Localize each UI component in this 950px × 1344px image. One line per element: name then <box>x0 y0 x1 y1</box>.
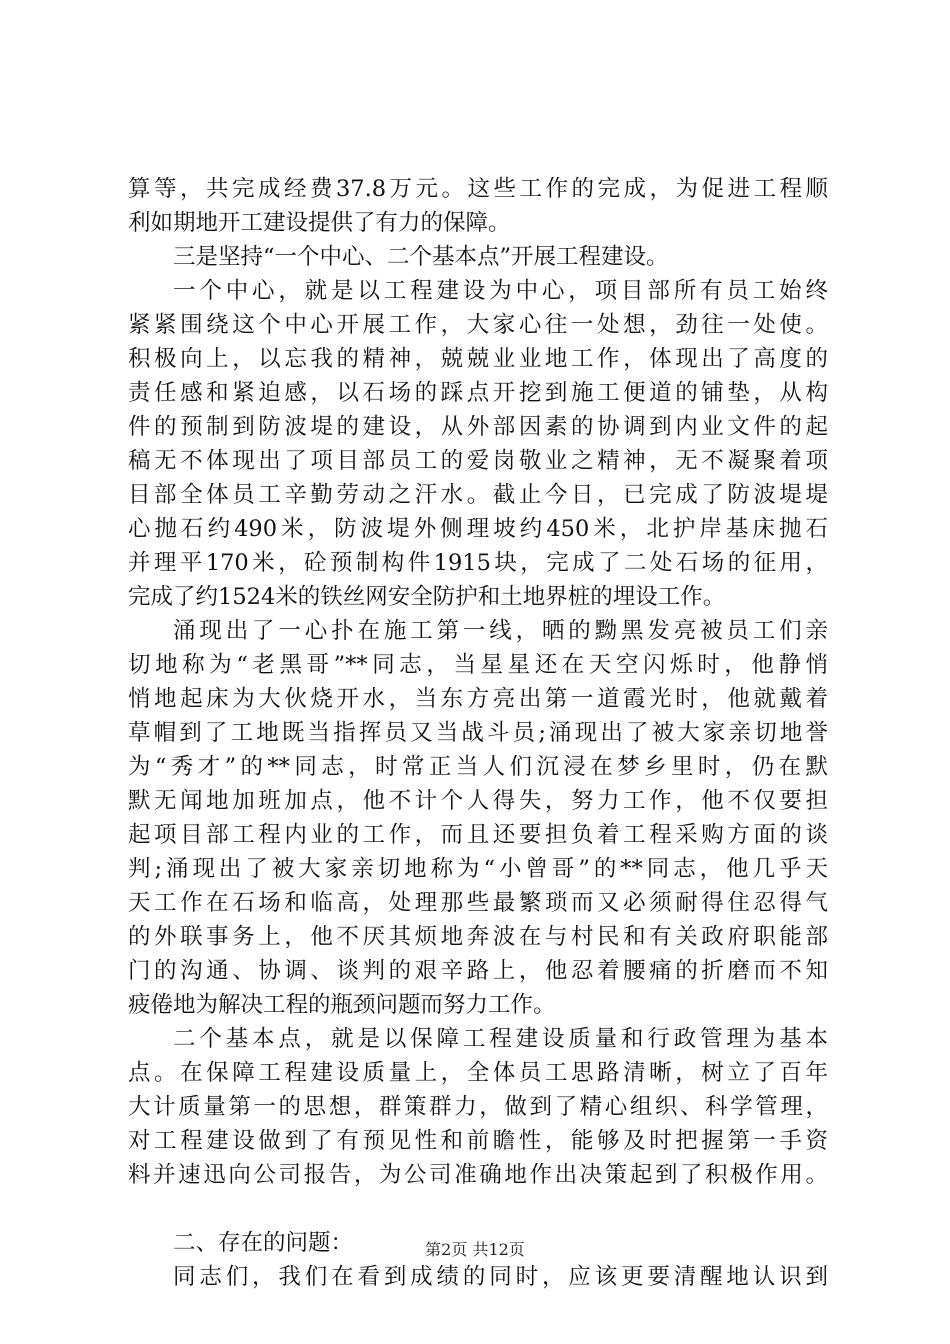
text-line: 起项目部工程内业的工作，而且还要担负着工程采购方面的谈 <box>128 822 828 848</box>
text-line: 对工程建设做到了有预见性和前瞻性，能够及时把握第一手资 <box>128 1128 828 1154</box>
text-line: 料并速迅向公司报告，为公司准确地作出决策起到了积极作用。 <box>128 1162 828 1188</box>
text-line: 切地称为“老黑哥”**同志，当星星还在天空闪烁时，他静悄 <box>128 652 828 678</box>
text-line: 算等，共完成经费37.8万元。这些工作的完成，为促进工程顺 <box>128 176 828 202</box>
text-line: 判;涌现出了被大家亲切地称为“小曾哥”的**同志，他几乎天 <box>128 856 828 882</box>
text-line: 三是坚持“一个中心、二个基本点”开展工程建设。 <box>173 244 669 270</box>
page-footer: 第2页 共12页 <box>425 1240 525 1259</box>
text-line: 紧紧围绕这个中心开展工作，大家心往一处想，劲往一处使。 <box>128 312 828 338</box>
text-line: 天工作在石场和临高，处理那些最繁琐而又必须耐得住忍得气 <box>128 890 828 916</box>
text-line: 目部全体员工辛勤劳动之汗水。截止今日，已完成了防波堤堤 <box>128 482 828 508</box>
text-line: 同志们，我们在看到成绩的同时，应该更要清醒地认识到 <box>173 1264 828 1290</box>
text-line: 并理平170米，砼预制构件1915块，完成了二处石场的征用， <box>128 550 828 576</box>
text-line: 疲倦地为解决工程的瓶颈问题而努力工作。 <box>128 992 556 1018</box>
document-body <box>128 172 828 1294</box>
text-line: 的外联事务上，他不厌其烦地奔波在与村民和有关政府职能部 <box>128 924 828 950</box>
text-line: 门的沟通、协调、谈判的艰辛路上，他忍着腰痛的折磨而不知 <box>128 958 828 984</box>
text-line: 草帽到了工地既当指挥员又当战斗员;涌现出了被大家亲切地誉 <box>128 720 828 746</box>
text-line: 点。在保障工程建设质量上，全体员工思路清晰，树立了百年 <box>128 1060 828 1086</box>
text-line: 责任感和紧迫感，以石场的踩点开挖到施工便道的铺垫，从构 <box>128 380 828 406</box>
text-line: 完成了约1524米的铁丝网安全防护和土地界桩的埋设工作。 <box>128 584 726 610</box>
text-line: 默无闻地加班加点，他不计个人得失，努力工作，他不仅要担 <box>128 788 828 814</box>
text-line: 稿无不体现出了项目部员工的爱岗敬业之精神，无不凝聚着项 <box>128 448 828 474</box>
text-line: 为“秀才”的**同志，时常正当人们沉浸在梦乡里时，仍在默 <box>128 754 828 780</box>
text-line: 件的预制到防波堤的建设，从外部因素的协调到内业文件的起 <box>128 414 828 440</box>
text-line: 大计质量第一的思想，群策群力，做到了精心组织、科学管理， <box>128 1094 828 1120</box>
text-line: 二、存在的问题： <box>173 1230 354 1256</box>
text-line: 涌现出了一心扑在施工第一线，晒的黝黑发亮被员工们亲 <box>173 618 828 644</box>
paragraph-gap <box>128 1192 828 1226</box>
text-line: 积极向上，以忘我的精神，兢兢业业地工作，体现出了高度的 <box>128 346 828 372</box>
text-line: 利如期地开工建设提供了有力的保障。 <box>128 210 511 236</box>
text-line: 一个中心，就是以工程建设为中心，项目部所有员工始终 <box>173 278 828 304</box>
text-line: 心抛石约490米，防波堤外侧理坡约450米，北护岸基床抛石 <box>128 516 828 542</box>
text-line: 悄地起床为大伙烧开水，当东方亮出第一道霞光时，他就戴着 <box>128 686 828 712</box>
text-line: 二个基本点，就是以保障工程建设质量和行政管理为基本 <box>173 1026 828 1052</box>
